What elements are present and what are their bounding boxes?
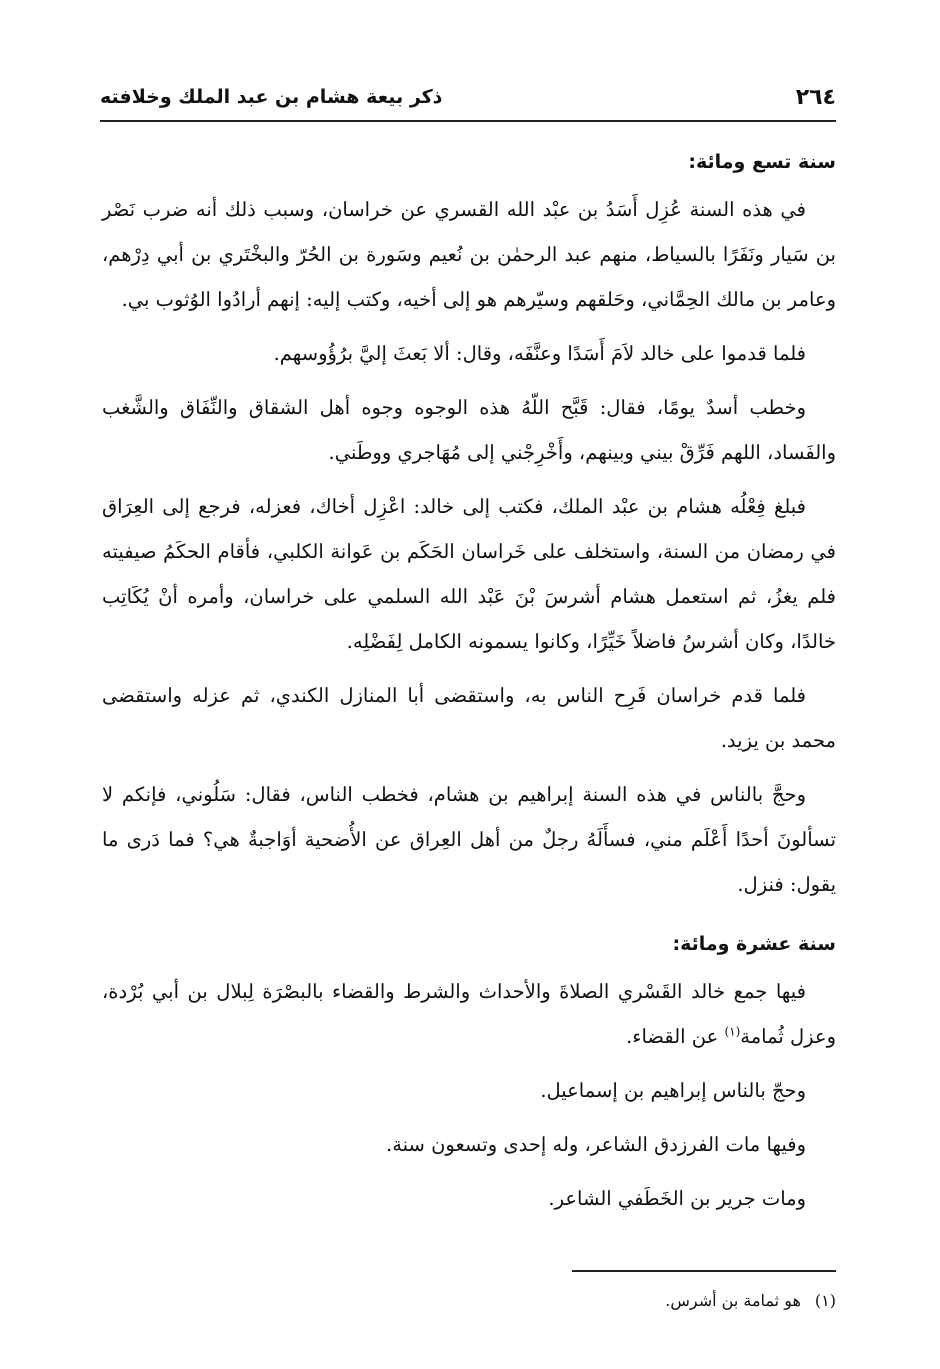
- footnote-marker: (١): [814, 1291, 836, 1310]
- paragraph: فبلغ فِعْلُه هشام بن عبْد الملك، فكتب إلى خالد: اعْزِل أخاك، فعزله، فرجع إلى العِرَاق في رمضان من السنة، واستخلف على خَراسان الحَكَم بن عَوانة الكلبي، فأقام الحكَمُ صيفيته فلم يغزُ، ثم استعمل هشام أشرسَ بْنَ عَبْد الله السلمي على خراسان، وأمره أنْ يُكَاتِب خالدًا، وكان أشرسُ فاضلاً خَيِّرًا، وكانوا يسمونه الكامل لِفَضْلِه.: [102, 495, 836, 653]
- paragraph: في هذه السنة عُزِل أَسَدُ بن عبْد الله القسري عن خراسان، وسبب ذلك أنه ضرب نَصْر بن سَيار ونَفَرًا بالسياط، منهم عبد الرحمٰن بن نُعيم وسَورة بن الحُرّ والبخْتَري بن أبي دِرْهم، وعامر بن مالك الحِمَّاني، وحَلقهم وسيّرهم هو إلى أخيه، وكتب إليه: إنهم أرادُوا الوُثوب بي.: [102, 198, 836, 311]
- footnote-reference[interactable]: (١): [724, 1024, 741, 1039]
- section-heading-year-110: سنة عشرة ومائة:: [672, 933, 836, 955]
- main-text: [102, 140, 836, 1230]
- page-number: ٢٦٤: [795, 84, 836, 110]
- section-heading-year-109: سنة تسع ومائة:: [688, 151, 836, 173]
- paragraph: وحجَّ بالناس في هذه السنة إبراهيم بن هشام، فخطب الناس، فقال: سَلُوني، فإنكم لا تسألونَ أحدًا أَعْلَم مني، فسأَلَهُ رجلٌ من أهل العِراق عن الأُضحية أوَاجبةٌ هي؟ فما دَرى ما يقول: فنزل.: [102, 783, 836, 896]
- short-line: وفيها مات الفرزدق الشاعر، وله إحدى وتسعون سنة.: [386, 1133, 806, 1156]
- paragraph-text: عن القضاء.: [626, 1025, 725, 1048]
- header-rule: [100, 120, 836, 122]
- short-line: ومات جرير بن الخَطَفي الشاعر.: [548, 1187, 806, 1210]
- footnote-rule: [572, 1270, 836, 1272]
- footnote-text: هو ثمامة بن أشرس.: [665, 1291, 801, 1310]
- paragraph-text: فيها جمع خالد القَسْري الصلاةَ والأحداث والشرط والقضاء بالبصْرَة لِبلال بن أبي بُرْدة، وعزل ثُمامة: [102, 980, 836, 1048]
- chapter-title: ذكر بيعة هشام بن عبد الملك وخلافته: [100, 86, 443, 108]
- paragraph: وخطب أسدٌ يومًا، فقال: قَبَّح اللّهُ هذه الوجوه وجوه أهل الشقاق والنِّفَاق والشَّغب والفَساد، اللهم فَرِّقْ بيني وبينهم، وأَخْرِجْني إلى مُهَاجري ووطَني.: [102, 396, 836, 464]
- paragraph-with-footnote: [102, 969, 836, 1059]
- paragraph: فلما قدم خراسان فَرِح الناس به، واستقضى أبا المنازل الكندي، ثم عزله واستقضى محمد بن يزيد.: [102, 684, 836, 752]
- footnote: [102, 1288, 836, 1314]
- paragraph: فلما قدموا على خالد لاَمَ أَسَدًا وعنَّفَه، وقال: ألا بَعثَ إليَّ برُؤُوسهم.: [273, 342, 806, 365]
- short-line: وحجّ بالناس إبراهيم بن إسماعيل.: [540, 1079, 806, 1102]
- running-header: [100, 80, 836, 114]
